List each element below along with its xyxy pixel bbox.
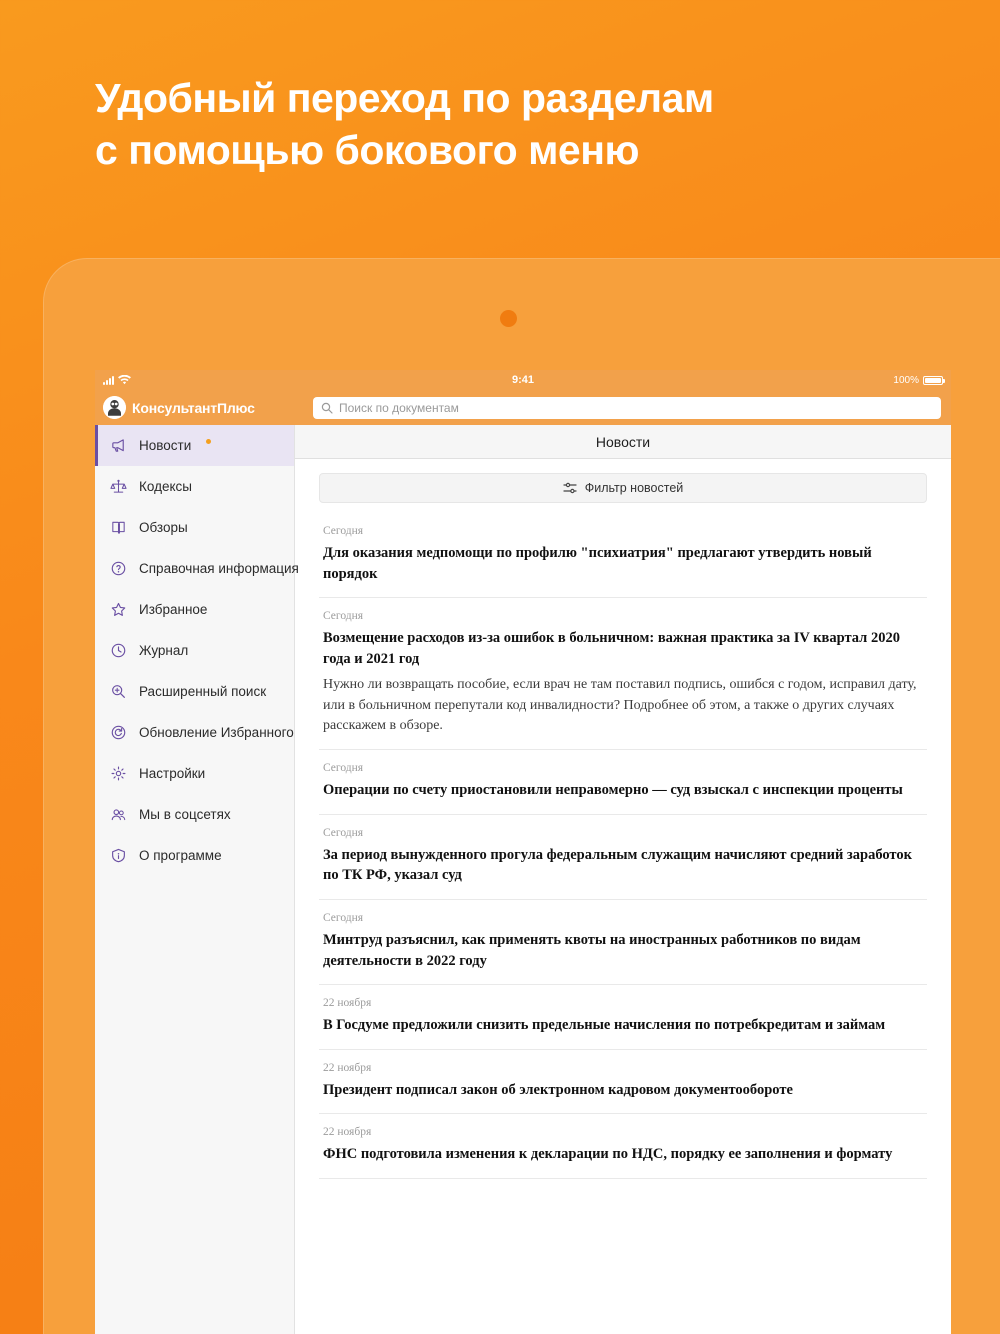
news-list-item[interactable] (319, 1050, 927, 1115)
news-title: Возмещение расходов из-за ошибок в больничном: важная практика за IV квартал 2020 года и 2021 год (323, 630, 900, 667)
sidebar-item-zhurnal[interactable] (95, 630, 294, 671)
news-list-item[interactable] (319, 750, 927, 815)
search-icon (321, 402, 333, 414)
sidebar-item-spravochnaya-informaciya[interactable] (95, 548, 299, 589)
gear-icon (109, 765, 127, 783)
consultant-logo-icon (103, 396, 126, 419)
news-title: В Госдуме предложили снизить предельные начисления по потребкредитам и займам (323, 1017, 886, 1034)
sidebar-item-label: Расширенный поиск (139, 684, 267, 699)
sidebar-item-rasshirennyy-poisk[interactable] (95, 671, 294, 712)
news-date: Сегодня (323, 525, 364, 537)
sidebar-item-label: Справочная информация (139, 561, 299, 576)
sidebar-item-obnovlenie-izbrannogo[interactable] (95, 712, 294, 753)
main-panel (295, 425, 951, 1334)
news-list-item[interactable] (319, 900, 927, 985)
news-title: Операции по счету приостановили неправомерно — суд взыскал с инспекции проценты (323, 782, 903, 799)
sidebar-item-label: Настройки (139, 766, 206, 781)
sidebar-item-my-v-socsetyah[interactable] (95, 794, 294, 835)
news-title: Президент подписал закон об электронном кадровом документообороте (323, 1081, 793, 1098)
news-title: За период вынужденного прогула федеральным служащим начисляют средний заработок по ТК РФ, указал суд (323, 846, 912, 884)
news-date: Сегодня (323, 826, 364, 839)
sidebar-item-label: Избранное (139, 602, 208, 617)
news-list[interactable] (295, 459, 951, 1334)
sidebar-item-izbrannoe[interactable] (95, 589, 294, 630)
news-date: 22 ноября (323, 1061, 372, 1074)
news-list-item[interactable] (319, 815, 927, 900)
news-date: Сегодня (323, 610, 364, 623)
device-frame (43, 258, 1000, 1334)
sidebar (95, 425, 299, 1334)
sidebar-item-obzory[interactable] (95, 507, 294, 548)
battery-icon (923, 376, 943, 385)
search-plus-icon (109, 683, 127, 701)
app-brand (103, 396, 303, 419)
sidebar-item-nastroyki[interactable] (95, 753, 294, 794)
news-title: ФНС подготовила изменения к декларации по НДС, порядку ее заполнения и формату (323, 1146, 893, 1163)
news-title: Для оказания медпомощи по профилю "психиатрия" предлагают утвердить новый порядок (323, 545, 872, 582)
status-bar (95, 370, 951, 390)
sidebar-item-novosti[interactable] (95, 425, 294, 466)
search-input[interactable] (313, 397, 941, 419)
search-placeholder: Поиск по документам (339, 400, 459, 415)
sidebar-item-label: Обзоры (139, 520, 188, 535)
megaphone-icon (109, 437, 127, 455)
history-icon (109, 642, 127, 660)
info-badge-icon (109, 847, 127, 865)
battery-percent-label: 100% (893, 374, 919, 386)
app-top-bar (95, 390, 951, 425)
device-screen (95, 370, 951, 1334)
news-list-item[interactable] (319, 513, 927, 598)
book-icon (109, 519, 127, 537)
news-date: 22 ноября (323, 997, 372, 1010)
sidebar-item-label: Мы в соцсетях (139, 807, 231, 822)
news-list-item[interactable] (319, 985, 927, 1050)
app-brand-title: КонсультантПлюс (132, 399, 255, 416)
news-filter-label: Фильтр новостей (584, 481, 684, 495)
news-title: Минтруд разъяснил, как применять квоты на иностранных работников по видам деятельности в 2022 году (323, 931, 861, 969)
status-bar-time: 9:41 (511, 374, 535, 386)
people-icon (109, 806, 127, 824)
news-list-item[interactable] (319, 598, 927, 750)
sidebar-item-label: Журнал (139, 643, 189, 658)
camera-icon (500, 310, 517, 327)
promo-line-1: Удобный переход по разделам (95, 75, 714, 121)
news-summary: Нужно ли возвращать пособие, если врач не там поставил подпись, ошибся с годом, исправил дату, или в больничном перепутали код инвалидности? Подробнее об этом, а также о других случаях расскажем в обзоре. (323, 677, 917, 733)
news-date: Сегодня (323, 762, 364, 775)
sidebar-item-label: Обновление Избранного (139, 725, 294, 740)
sidebar-item-label: Кодексы (139, 479, 192, 494)
page-title: Новости (295, 425, 951, 459)
news-date: 22 ноября (323, 1126, 372, 1139)
star-icon (109, 601, 127, 619)
unread-badge-dot (206, 439, 211, 444)
promo-headline (95, 72, 915, 177)
news-list-item[interactable] (319, 1114, 927, 1179)
news-filter-button[interactable] (319, 473, 927, 503)
app-content (95, 425, 951, 1334)
sidebar-item-label: О программе (139, 848, 222, 863)
scales-icon (109, 478, 127, 496)
sidebar-item-o-programme[interactable] (95, 835, 294, 876)
sidebar-item-label: Новости (139, 438, 192, 453)
refresh-icon (109, 724, 127, 742)
question-icon (109, 560, 127, 578)
news-date: Сегодня (323, 911, 364, 924)
promo-line-2: с помощью бокового меню (95, 127, 639, 174)
sidebar-item-kodeksy[interactable] (95, 466, 294, 507)
filter-icon (563, 481, 577, 495)
status-bar-right (893, 375, 943, 386)
